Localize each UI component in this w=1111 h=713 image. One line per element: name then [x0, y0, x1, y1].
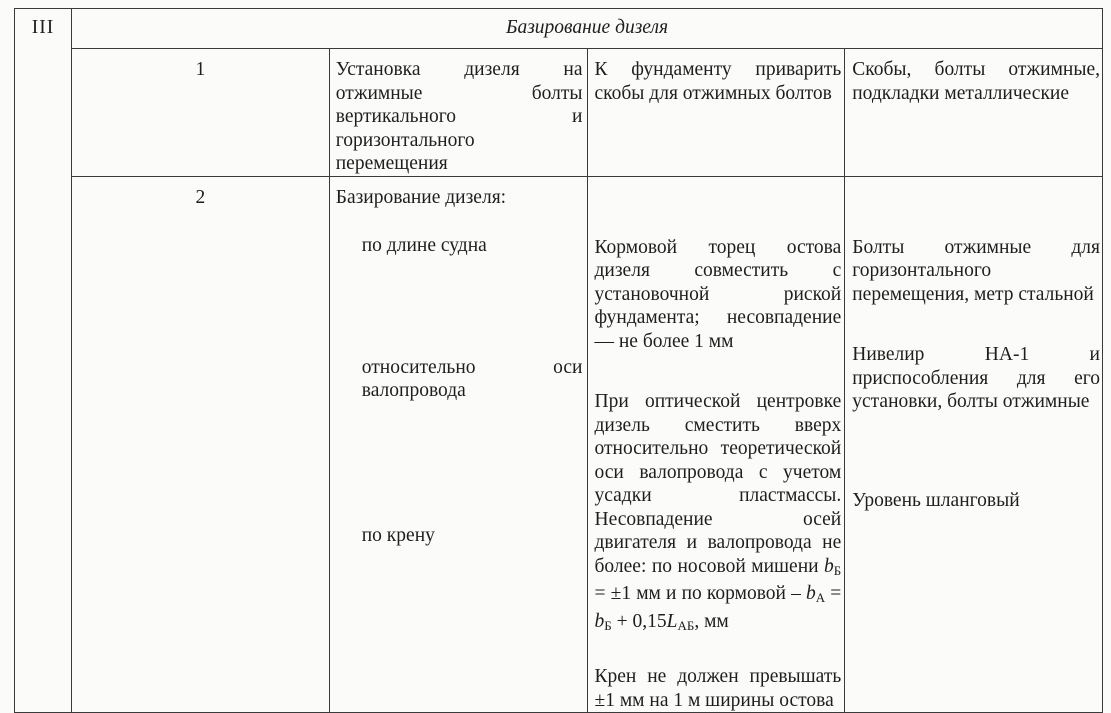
- table-row: [15, 49, 1103, 177]
- procedure-table: [14, 8, 1103, 713]
- formula-nose-value: = ±1 мм и: [594, 583, 677, 604]
- section-title: Базирование дизеля: [72, 9, 1103, 49]
- section-number: III: [15, 9, 72, 713]
- tools-cell: [845, 176, 1103, 713]
- table-row: [15, 176, 1103, 713]
- formula-var-l: L: [666, 610, 678, 632]
- formula-plus: + 0,15: [611, 610, 667, 632]
- operation-item-heel: по крену: [361, 524, 435, 546]
- row-number: 2: [72, 176, 330, 713]
- tools-heel: Уровень шланговый: [852, 489, 1020, 511]
- row-number: 1: [72, 49, 330, 177]
- operation-cell: Установка дизеля на отжимные болты вертикального и горизонтального перемещения: [329, 49, 587, 177]
- formula-var-b: b: [594, 610, 605, 632]
- formula-sub: А: [815, 590, 826, 605]
- requirement-shaft-axis: [595, 390, 842, 637]
- requirement-heel: Крен не должен превышать ±1 мм на 1 м ширины остова: [594, 666, 842, 711]
- formula-stern-prefix: по кормовой –: [681, 583, 801, 604]
- tools-length: Болты отжимные для горизонтального перемещения, метр стальной: [852, 236, 1100, 305]
- formula-sub: Б: [604, 617, 612, 633]
- formula-var-b: b: [824, 555, 834, 577]
- requirement-cell: [587, 176, 845, 713]
- formula-var-b: b: [806, 583, 816, 604]
- tools-shaft-axis: Нивелир НА-1 и приспособления для его установки, болты отжимные: [852, 344, 1100, 412]
- formula-sub: Б: [833, 562, 842, 578]
- operation-heading: Базирование дизеля:: [335, 186, 507, 208]
- requirement-shaft-text: При оптической центровке дизель сместить вверх относительно теоретической оси валопровода с учетом усадки пластмассы. Несовпадение осей двигателя и валопровода не более: по носовой мишени: [594, 391, 842, 577]
- formula-sub: АБ: [677, 617, 695, 633]
- tools-cell: Скобы, болты отжимные, подкладки металлические: [845, 49, 1103, 177]
- requirement-cell: К фундаменту приварить скобы для отжимных болтов: [587, 49, 845, 177]
- formula-eq: =: [825, 583, 842, 604]
- operation-item-shaft-axis: относительно оси валопровода: [361, 356, 583, 401]
- formula-unit: , мм: [694, 610, 729, 632]
- operation-item-length: по длине судна: [361, 235, 487, 256]
- operation-cell: [329, 176, 587, 713]
- requirement-length: Кормовой торец остова дизеля совместить с установочной риской фундамента; несовпадение — не более 1 мм: [594, 236, 842, 352]
- section-header-row: [15, 9, 1103, 49]
